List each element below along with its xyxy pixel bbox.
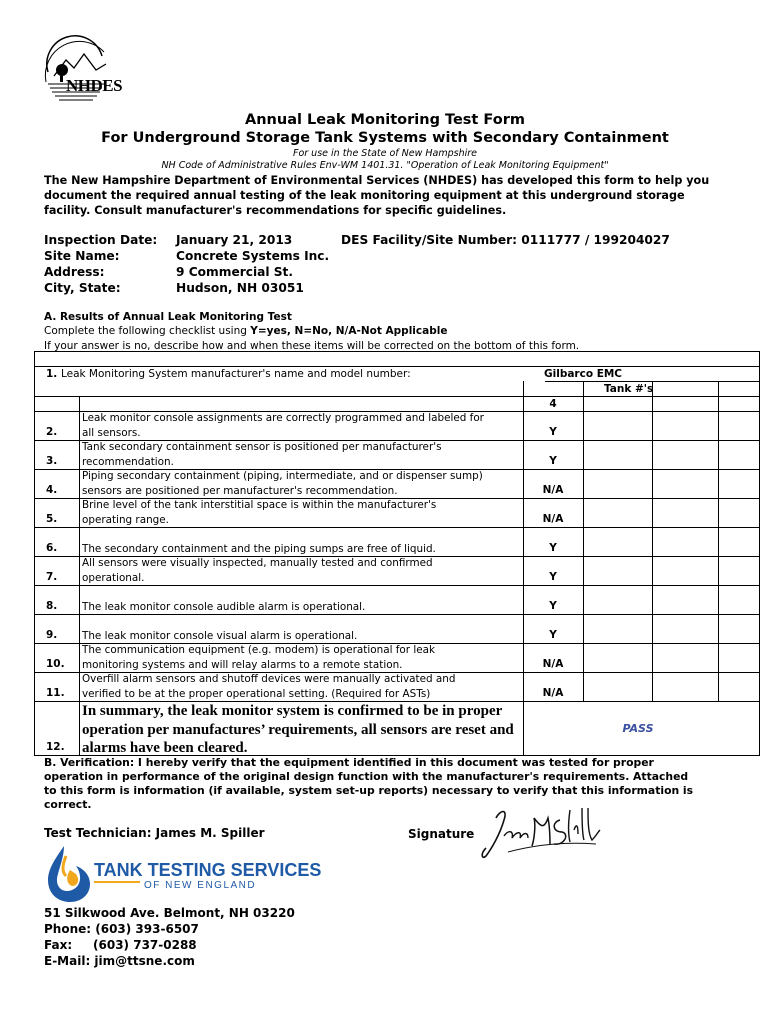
- row-text: Leak monitor console assignments are correctly programmed and labeled for all sensors.: [82, 412, 484, 439]
- row-text: Overfill alarm sensors and shutoff devices were manually activated and verified to be at the proper operational setting. (Required for ASTs): [82, 673, 456, 700]
- intro-line: document the required annual testing of the leak monitoring equipment at this underground storage: [44, 189, 685, 202]
- site-name-value: Concrete Systems Inc.: [176, 249, 330, 263]
- intro-line: facility. Consult manufacturer's recommendations for specific guidelines.: [44, 204, 507, 217]
- answer-key: Y=yes, N=No, N/A-Not Applicable: [250, 325, 448, 337]
- row-number: 9.: [46, 629, 58, 641]
- logo-text: NHDES: [66, 76, 123, 95]
- row-text: Piping secondary containment (piping, intermediate, and or dispenser sump) sensors are positioned per manufacturer's recommendation.: [82, 470, 483, 497]
- site-name-label: Site Name:: [44, 249, 120, 263]
- test-technician: Test Technician: James M. Spiller: [44, 826, 265, 840]
- handwritten-signature: [478, 800, 608, 864]
- row-answer: Y: [549, 426, 557, 438]
- city-state-value: Hudson, NH 03051: [176, 281, 304, 295]
- tank-number: 4: [549, 398, 557, 410]
- section-a-heading: A. Results of Annual Leak Monitoring Test: [44, 311, 292, 323]
- facility-number: DES Facility/Site Number: 0111777 / 199204027: [341, 233, 670, 247]
- company-name: TANK TESTING SERVICES: [94, 860, 322, 880]
- signature-label: Signature: [408, 827, 475, 841]
- rule-note: NH Code of Administrative Rules Env-WM 1401.31. "Operation of Leak Monitoring Equipment": [161, 160, 609, 171]
- row-text: Leak Monitoring System manufacturer's name and model number:: [60, 368, 411, 380]
- row-answer: N/A: [542, 484, 564, 496]
- row-text: The communication equipment (e.g. modem) is operational for leak monitoring systems and will relay alarms to a remote station.: [82, 644, 436, 671]
- company-email[interactable]: E-Mail: jim@ttsne.com: [44, 954, 195, 968]
- company-subname: OF NEW ENGLAND: [144, 880, 257, 891]
- row-answer: Y: [549, 571, 557, 583]
- row-number: 12.: [46, 741, 65, 753]
- address-label: Address:: [44, 265, 105, 279]
- row-number: 3.: [46, 455, 58, 467]
- row-answer: N/A: [542, 687, 564, 699]
- company-address: 51 Silkwood Ave. Belmont, NH 03220: [44, 906, 295, 920]
- row-answer: Y: [549, 542, 557, 554]
- row-text: All sensors were visually inspected, manually tested and confirmed operational.: [82, 557, 433, 584]
- checklist-table: [34, 351, 760, 756]
- result-pass: PASS: [622, 722, 654, 735]
- section-a-note: If your answer is no, describe how and when these items will be corrected on the bottom of this form.: [44, 340, 580, 352]
- company-phone: Phone: (603) 393-6507: [44, 922, 199, 936]
- nhdes-logo: [44, 42, 164, 106]
- state-note: For use in the State of New Hampshire: [292, 148, 478, 159]
- row-answer: N/A: [542, 513, 564, 525]
- row-answer: Y: [549, 600, 557, 612]
- row-number: 8.: [46, 600, 58, 612]
- row-text: The leak monitor console visual alarm is operational.: [82, 629, 358, 642]
- intro-paragraph: [44, 173, 744, 218]
- row-number: 4.: [46, 484, 58, 496]
- row-text: The leak monitor console audible alarm is operational.: [82, 600, 366, 613]
- address-value: 9 Commercial St.: [176, 265, 293, 279]
- row-text: The secondary containment and the piping sumps are free of liquid.: [82, 542, 436, 555]
- tank-header: Tank #'s: [604, 383, 654, 395]
- row-number: 10.: [46, 658, 65, 670]
- summary-statement: In summary, the leak monitor system is confirmed to be in proper operation per manufactures’ requirements, all sensors are reset and alarms have been cleared.: [82, 703, 514, 756]
- row-number: 6.: [46, 542, 58, 554]
- form-title: Annual Leak Monitoring Test Form: [245, 112, 525, 128]
- intro-line: The New Hampshire Department of Environmental Services (NHDES) has developed this form to help you: [44, 174, 710, 187]
- row-answer: N/A: [542, 658, 564, 670]
- section-a-instructions: [44, 325, 447, 337]
- section-b-verification: B. Verification: I hereby verify that the equipment identified in this document was tested for proper operation in performance of the original design function with the manufacturer's requirements. Attached to this form is information (if available, system set-up reports) necessary to verify that this information is correct.: [44, 756, 694, 811]
- row-number: 5.: [46, 513, 58, 525]
- row-number: 7.: [46, 571, 58, 583]
- row-number: 1. Leak Monitoring System manufacturer's name and model number:: [46, 368, 411, 380]
- manufacturer-value: Gilbarco EMC: [544, 368, 623, 380]
- inspection-date-label: Inspection Date:: [44, 233, 158, 247]
- row-text: Tank secondary containment sensor is positioned per manufacturer's recommendation.: [82, 441, 442, 468]
- city-state-label: City, State:: [44, 281, 121, 295]
- row-answer: Y: [549, 455, 557, 467]
- form-subtitle: For Underground Storage Tank Systems with Secondary Containment: [101, 130, 669, 146]
- company-fax: Fax: (603) 737-0288: [44, 938, 197, 952]
- inspection-date-value: January 21, 2013: [176, 233, 293, 247]
- row-number: 11.: [46, 687, 65, 699]
- row-answer: Y: [549, 629, 557, 641]
- tank-testing-services-logo: [44, 840, 322, 904]
- instructions-text: Complete the following checklist using: [44, 325, 251, 337]
- row-number: 2.: [46, 426, 58, 438]
- row-text: Brine level of the tank interstitial space is within the manufacturer's operating range.: [82, 499, 437, 526]
